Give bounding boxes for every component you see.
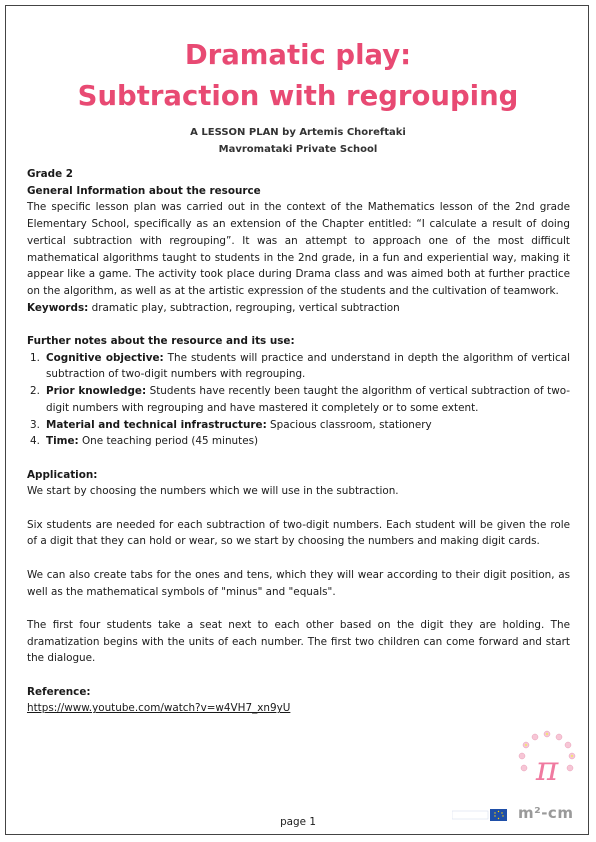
notes-list <box>27 350 570 450</box>
general-info-text: The specific lesson plan was carried out in the context of the Mathematics lesson of the 2nd grade Elementary School, specifically as an extension of the Chapter entitled: “I calculate a result of doing vertical subtraction with regrouping”. It was an attempt to approach one of the most difficult mathematical algorithms taught to students in the 2nd grade, in a fun and experiential way, making it appear like a game. The activity took place during Drama class and was aimed both at further practice on the algorithm, as well as at the artistic expression of the students and the cultivation of teamwork. <box>27 201 570 297</box>
item-number: 2. <box>30 385 40 398</box>
item-text: Students have recently been taught the algorithm of vertical subtraction of two-digit numbers with regrouping and have mastered it completely or to some extent. <box>46 385 571 414</box>
item-number: 3. <box>30 418 40 431</box>
application-paragraph: We start by choosing the numbers which we will use in the subtraction. <box>27 485 399 498</box>
author-line: A LESSON PLAN by Artemis Choreftaki <box>190 127 406 138</box>
keywords-line <box>27 300 570 317</box>
grade-label: Grade 2 <box>27 168 73 180</box>
keywords-text: dramatic play, subtraction, regrouping, vertical subtraction <box>88 301 400 314</box>
item-number: 1. <box>30 351 40 364</box>
pi-circle-logo <box>515 728 579 800</box>
item-label: Time: <box>46 435 79 448</box>
title-line-2: Subtraction with regrouping <box>77 80 519 112</box>
partner-logo: m²-cm <box>518 804 574 822</box>
application-paragraph: We can also create tabs for the ones and tens, which they will wear according to their digit position, as well as the mathematical symbols of "minus" and "equals". <box>27 568 570 598</box>
application-heading: Application: <box>27 468 98 481</box>
list-item <box>27 383 570 416</box>
reference-heading: Reference: <box>27 685 91 698</box>
list-item <box>27 433 570 450</box>
list-item <box>27 417 570 434</box>
notes-heading: Further notes about the resource and its use: <box>27 335 295 348</box>
keywords-label: Keywords: <box>27 301 89 314</box>
school-line: Mavromataki Private School <box>218 144 378 155</box>
list-item <box>27 350 570 383</box>
lesson-content <box>27 166 570 717</box>
item-text: Spacious classroom, stationery <box>266 418 432 431</box>
svg-text:π: π <box>535 749 559 789</box>
item-label: Prior knowledge: <box>46 385 147 398</box>
author-block <box>0 124 596 158</box>
application-paragraph: The first four students take a seat next to each other based on the digit they are holding. The dramatization begins with the units of each number. The first two children can come forward and start the dialogue. <box>27 618 570 665</box>
page-number: page 1 <box>280 816 316 828</box>
item-text: One teaching period (45 minutes) <box>78 435 259 448</box>
item-text: The students will practice and understand in depth the algorithm of vertical subtraction of two-digit numbers with regrouping. <box>46 351 570 381</box>
title-line-1: Dramatic play: <box>184 39 412 71</box>
application-paragraph: Six students are needed for each subtraction of two-digit numbers. Each student will be given the role of a digit that they can hold or wear, so we start by choosing the numbers and making digit cards. <box>27 518 570 548</box>
item-label: Material and technical infrastructure: <box>46 418 267 431</box>
reference-link[interactable]: https://www.youtube.com/watch?v=w4VH7_xn9yU <box>27 702 291 715</box>
page-title <box>0 35 596 117</box>
item-number: 4. <box>30 435 40 448</box>
general-info-heading: General Information about the resource <box>27 184 261 197</box>
item-label: Cognitive objective: <box>46 351 164 364</box>
